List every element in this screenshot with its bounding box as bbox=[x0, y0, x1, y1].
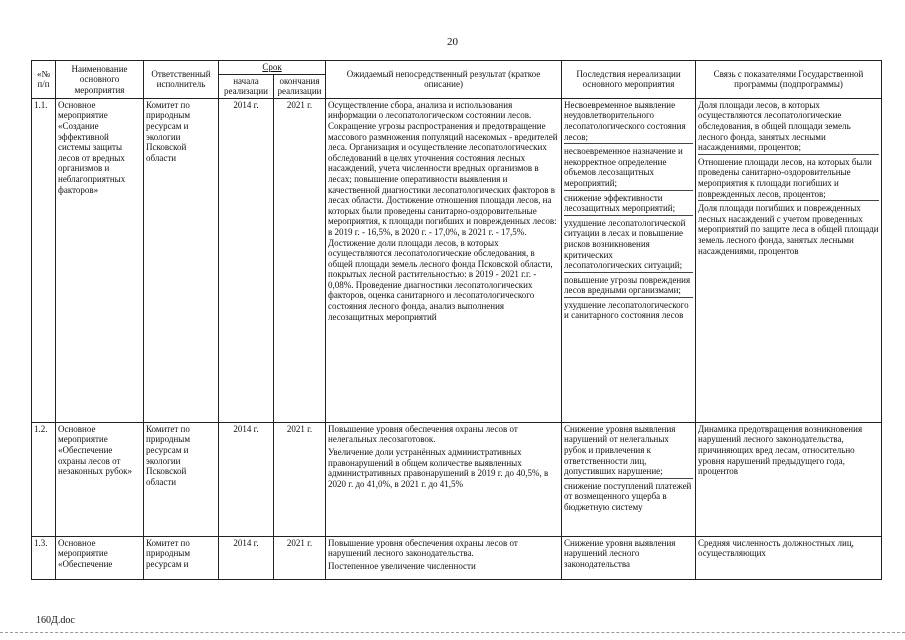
footer-filename: 160Д.doc bbox=[36, 615, 75, 626]
header-responsible: Ответственный исполнитель bbox=[144, 61, 219, 99]
consequence-item: Снижение уровня выявления нарушений от нелегальных рубок и привлечения к ответственности лиц, допустивших нарушение; bbox=[564, 424, 693, 479]
row-num: 1.3. bbox=[32, 536, 56, 579]
row-name: Основное мероприятие «Обеспечение охраны лесов от незаконных рубок» bbox=[56, 422, 144, 536]
consequence-item: снижение поступлений платежей от возмещенного ущерба в бюджетную систему bbox=[564, 480, 692, 512]
row-start: 2014 г. bbox=[219, 536, 274, 579]
row-consequences bbox=[562, 422, 696, 536]
consequence-item: снижение эффективности лесозащитных мероприятий; bbox=[564, 193, 693, 216]
measures-table bbox=[31, 60, 882, 580]
row-end: 2021 г. bbox=[274, 422, 326, 536]
header-start: начала реализации bbox=[219, 74, 274, 98]
table-row bbox=[32, 422, 882, 536]
table-row bbox=[32, 536, 882, 579]
row-responsible: Комитет по природным ресурсам и экологии Псковской области bbox=[144, 422, 219, 536]
consequence-item: повышение угрозы повреждения лесов вредными организмами; bbox=[564, 275, 693, 298]
row-result bbox=[326, 98, 562, 422]
result-paragraph: Увеличение доли устранённых административных правонарушений в общем количестве выявленных административных правонарушений в 2019 г. до 40,5%, в 2020 г. до 41,0%, в 2021 г. до 41,5% bbox=[328, 446, 549, 489]
row-start: 2014 г. bbox=[219, 98, 274, 422]
row-name: Основное мероприятие «Создание эффективной системы защиты лесов от вредных организмов и неблагоприятных факторов» bbox=[56, 98, 144, 422]
header-consequences: Последствия нереализации основного мероприятия bbox=[562, 61, 696, 99]
header-end: окончания реализации bbox=[274, 74, 326, 98]
indicator-item: Отношение площади лесов, на которых были проведены санитарно-оздоровительные мероприятия к площади погибших и поврежденных лесов, процентов; bbox=[698, 157, 879, 201]
row-responsible bbox=[144, 536, 219, 579]
row-result bbox=[326, 536, 562, 579]
result-paragraph: Постепенное увеличение численности bbox=[328, 560, 476, 571]
page-edge-rule bbox=[0, 632, 905, 633]
row-end: 2021 г. bbox=[274, 98, 326, 422]
row-consequences bbox=[562, 98, 696, 422]
row-name bbox=[56, 536, 144, 579]
row-name-text: Основное мероприятие «Обеспечение bbox=[58, 537, 113, 569]
consequence-item: несвоевременное назначение и некорректное определение объемов лесозащитных мероприятий; bbox=[564, 146, 693, 190]
header-term: Срок bbox=[219, 61, 326, 75]
consequence-item: ухудшение лесопатологического и санитарного состояния лесов bbox=[564, 299, 689, 321]
header-result: Ожидаемый непосредственный результат (краткое описание) bbox=[326, 61, 562, 99]
result-paragraph: Повышение уровня обеспечения охраны лесов от нелегальных лесозаготовок. bbox=[328, 423, 518, 445]
table-row bbox=[32, 98, 882, 422]
row-num: 1.2. bbox=[32, 422, 56, 536]
result-paragraph: Осуществление сбора, анализа и использования информации о лесопатологическом состоянии лесов. Сокращение угрозы распространения и предотвращение массового размножения популяций насекомых - вредителей леса. Организация и осуществление лесопатологических обследований в целях уточнения состояния лесных насаждений, учета численности вредных организмов в лесах; повышение оперативности выявления и качественной диагностики лесопатологических факторов в лесах области. Достижение отношения площади лесов, на которых были проведены санитарно-оздоровительные мероприятия, к площади погибших и поврежденных лесов: в 2019 г. - 16,5%, в 2020 г. - 17,0%, в 2021 г. - 17,5%. Достижение доли площади лесов, в которых осуществляются лесопатологические обследования, в общей площади земель лесного фонда Псковской области, покрытых лесной растительностью: в 2019 - 2021 г.г. - 0,08%. Проведение диагностики лесопатологических факторов, оценка санитарного и лесопатологического состояния лесного фонда, анализ выполнения лесозащитных мероприятий bbox=[328, 99, 558, 322]
page-number: 20 bbox=[447, 36, 458, 48]
result-paragraph: Повышение уровня обеспечения охраны лесов от нарушений лесного законодательства. bbox=[328, 537, 518, 559]
row-responsible: Комитет по природным ресурсам и экологии Псковской области bbox=[144, 98, 219, 422]
header-num: «№ п/п bbox=[32, 61, 56, 99]
row-start: 2014 г. bbox=[219, 422, 274, 536]
row-consequences bbox=[562, 536, 696, 579]
row-link bbox=[696, 422, 882, 536]
row-responsible-text: Комитет по природным ресурсам и bbox=[146, 537, 191, 569]
consequence-item: ухудшение лесопатологической ситуации в лесах и повышение рисков возникновения критических лесопатологических ситуаций; bbox=[564, 218, 693, 273]
row-end: 2021 г. bbox=[274, 536, 326, 579]
consequence-item: Снижение уровня выявления нарушений лесного законодательства bbox=[564, 537, 676, 569]
row-link bbox=[696, 98, 882, 422]
consequence-item: Несвоевременное выявление неудовлетворительного лесопатологического состояния лесов; bbox=[564, 100, 693, 144]
row-num: 1.1. bbox=[32, 98, 56, 422]
row-link bbox=[696, 536, 882, 579]
indicator-item: Доля площади лесов, в которых осуществляются лесопатологические обследования, в общей площади земель лесного фонда, занятых лесными насаждениями, процентов; bbox=[698, 100, 879, 155]
row-result bbox=[326, 422, 562, 536]
indicator-item: Доля площади погибших и поврежденных лесных насаждений с учетом проведенных мероприятий по защите леса в общей площади земель лесного фонда, занятых лесными насаждениями, процентов bbox=[698, 203, 879, 256]
indicator-item: Динамика предотвращения возникновения нарушений лесного законодательства, причиняющих вред лесам, относительно уровня нарушений предыдущего года, процентов bbox=[698, 423, 863, 477]
indicator-item: Средняя численность должностных лиц, осуществляющих bbox=[698, 537, 854, 559]
header-link: Связь с показателями Государственной программы (подпрограммы) bbox=[696, 61, 882, 99]
header-name: Наименование основного мероприятия bbox=[56, 61, 144, 99]
